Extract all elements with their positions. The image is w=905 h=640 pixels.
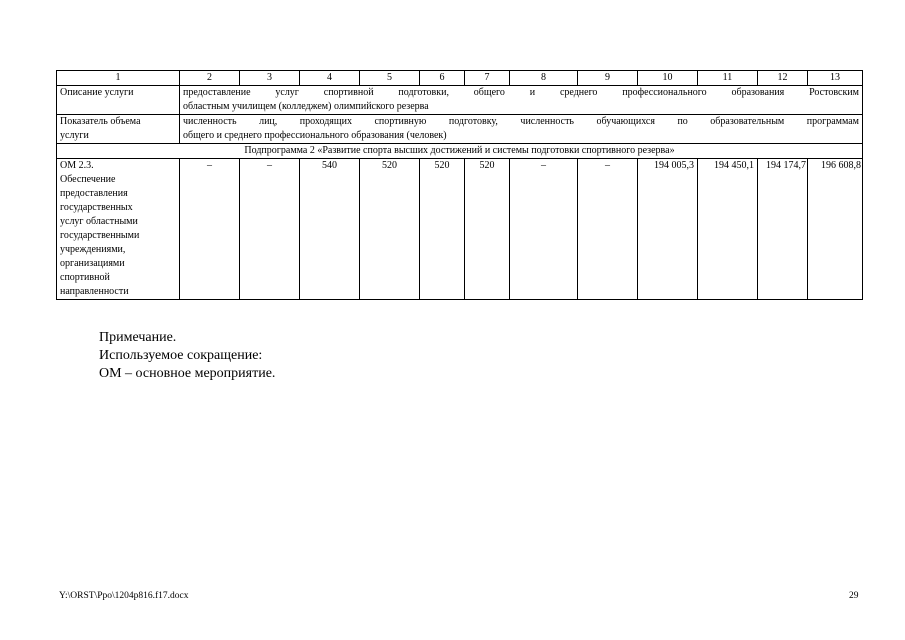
- column-header: 12: [758, 71, 808, 86]
- service-description-line: областным училищем (колледжем) олимпийского резерва: [183, 101, 429, 112]
- column-header: 13: [808, 71, 863, 86]
- volume-indicator-label: [57, 115, 180, 144]
- subprogram-title: Подпрограмма 2 «Развитие спорта высших достижений и системы подготовки спортивного резерва»: [57, 144, 863, 159]
- note-abbrev-heading: Используемое сокращение:: [99, 348, 263, 363]
- note-abbrev-definition: ОМ – основное мероприятие.: [99, 366, 276, 381]
- om-label: [57, 159, 180, 300]
- table-cell: 520: [465, 159, 510, 300]
- om-label-line: организациями: [60, 258, 125, 269]
- subprogram-row: [57, 144, 863, 159]
- column-header: 4: [300, 71, 360, 86]
- table-cell: –: [510, 159, 578, 300]
- table-cell: 520: [420, 159, 465, 300]
- column-header: 11: [698, 71, 758, 86]
- table-cell: 196 608,8: [808, 159, 863, 300]
- table-header-row: [57, 71, 863, 86]
- om-label-line: направленности: [60, 286, 129, 297]
- column-header: 7: [465, 71, 510, 86]
- column-header: 1: [57, 71, 180, 86]
- volume-indicator-label-line: Показатель объема: [60, 116, 141, 127]
- om-label-line: учреждениями,: [60, 244, 126, 255]
- column-header: 9: [578, 71, 638, 86]
- volume-indicator-line: общего и среднего профессионального образования (человек): [183, 130, 447, 141]
- volume-indicator-text: [180, 115, 863, 144]
- volume-indicator-row: [57, 115, 863, 144]
- note-title: Примечание.: [99, 330, 177, 345]
- table-cell: 194 450,1: [698, 159, 758, 300]
- service-description-row: [57, 86, 863, 115]
- om-label-line: ОМ 2.3.: [60, 160, 94, 171]
- om-label-line: спортивной: [60, 272, 110, 283]
- service-description-label: Описание услуги: [57, 86, 180, 115]
- table-cell: 520: [360, 159, 420, 300]
- om-row: [57, 159, 863, 300]
- page-number: 29: [849, 591, 859, 601]
- volume-indicator-label-line: услуги: [60, 130, 89, 141]
- table-cell: 540: [300, 159, 360, 300]
- table-cell: 194 005,3: [638, 159, 698, 300]
- column-header: 6: [420, 71, 465, 86]
- om-label-line: Обеспечение: [60, 174, 116, 185]
- table-cell: –: [240, 159, 300, 300]
- om-label-line: предоставления: [60, 188, 128, 199]
- volume-indicator-line: численность лиц, проходящих спортивную подготовку, численность обучающихся по образовательным программам: [183, 116, 859, 127]
- service-description-text: [180, 86, 863, 115]
- om-label-line: государственными: [60, 230, 140, 241]
- column-header: 8: [510, 71, 578, 86]
- om-label-line: государственных: [60, 202, 133, 213]
- table-cell: 194 174,7: [758, 159, 808, 300]
- column-header: 5: [360, 71, 420, 86]
- table-cell: –: [578, 159, 638, 300]
- table-cell: –: [180, 159, 240, 300]
- budget-table: [56, 70, 863, 300]
- service-description-line: предоставление услуг спортивной подготовки, общего и среднего профессионального образования Ростовским: [183, 87, 859, 98]
- column-header: 10: [638, 71, 698, 86]
- column-header: 3: [240, 71, 300, 86]
- om-label-line: услуг областными: [60, 216, 138, 227]
- column-header: 2: [180, 71, 240, 86]
- footer-file-path: Y:\ORST\Ppo\1204p816.f17.docx: [59, 591, 189, 601]
- note-block: [99, 329, 275, 383]
